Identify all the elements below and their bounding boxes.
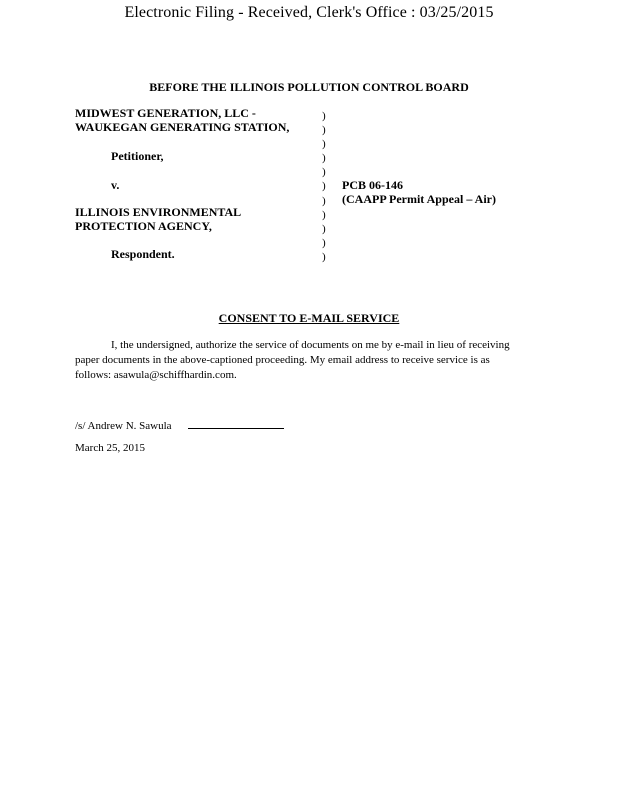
case-number: PCB 06-146 bbox=[342, 178, 403, 192]
petitioner-role: Petitioner, bbox=[111, 149, 164, 163]
signature-date: March 25, 2015 bbox=[75, 442, 145, 454]
consent-body: I, the undersigned, authorize the service of documents on me by e-mail in lieu of receiving paper documents in the above-captioned proceeding. My email address to receive service is as follows: asawula@schiffhardin.com. bbox=[75, 339, 510, 381]
signature-text: /s/ Andrew N. Sawula bbox=[75, 420, 172, 432]
petitioner-name-line-2: WAUKEGAN GENERATING STATION, bbox=[75, 120, 290, 134]
versus-label: v. bbox=[111, 178, 120, 192]
petitioner-name bbox=[75, 106, 289, 134]
case-caption bbox=[75, 106, 555, 266]
caption-parentheses bbox=[322, 109, 326, 264]
filing-stamp: Electronic Filing - Received, Clerk's Office : 03/25/2015 bbox=[124, 4, 494, 21]
caption-paren: ) bbox=[322, 208, 326, 221]
caption-paren: ) bbox=[322, 222, 326, 235]
caption-paren: ) bbox=[322, 110, 326, 122]
respondent-name bbox=[75, 205, 241, 233]
caption-paren: ) bbox=[322, 138, 326, 151]
petitioner-name-line-1: MIDWEST GENERATION, LLC - bbox=[75, 106, 256, 120]
consent-title: CONSENT TO E-MAIL SERVICE bbox=[218, 311, 400, 325]
caption-paren: ) bbox=[322, 236, 326, 249]
case-type: (CAAPP Permit Appeal – Air) bbox=[342, 192, 496, 206]
respondent-name-line-2: PROTECTION AGENCY, bbox=[75, 219, 212, 233]
respondent-role: Respondent. bbox=[111, 247, 175, 261]
caption-paren: ) bbox=[322, 194, 326, 207]
board-title: BEFORE THE ILLINOIS POLLUTION CONTROL BOARD bbox=[149, 80, 469, 94]
caption-paren: ) bbox=[322, 166, 326, 179]
caption-paren: ) bbox=[322, 250, 326, 263]
signature-line bbox=[75, 418, 284, 432]
caption-paren: ) bbox=[322, 124, 326, 137]
case-info bbox=[342, 178, 496, 206]
signature-blank-line bbox=[188, 418, 284, 429]
caption-paren: ) bbox=[322, 180, 326, 193]
caption-paren: ) bbox=[322, 152, 326, 165]
respondent-name-line-1: ILLINOIS ENVIRONMENTAL bbox=[75, 205, 242, 219]
